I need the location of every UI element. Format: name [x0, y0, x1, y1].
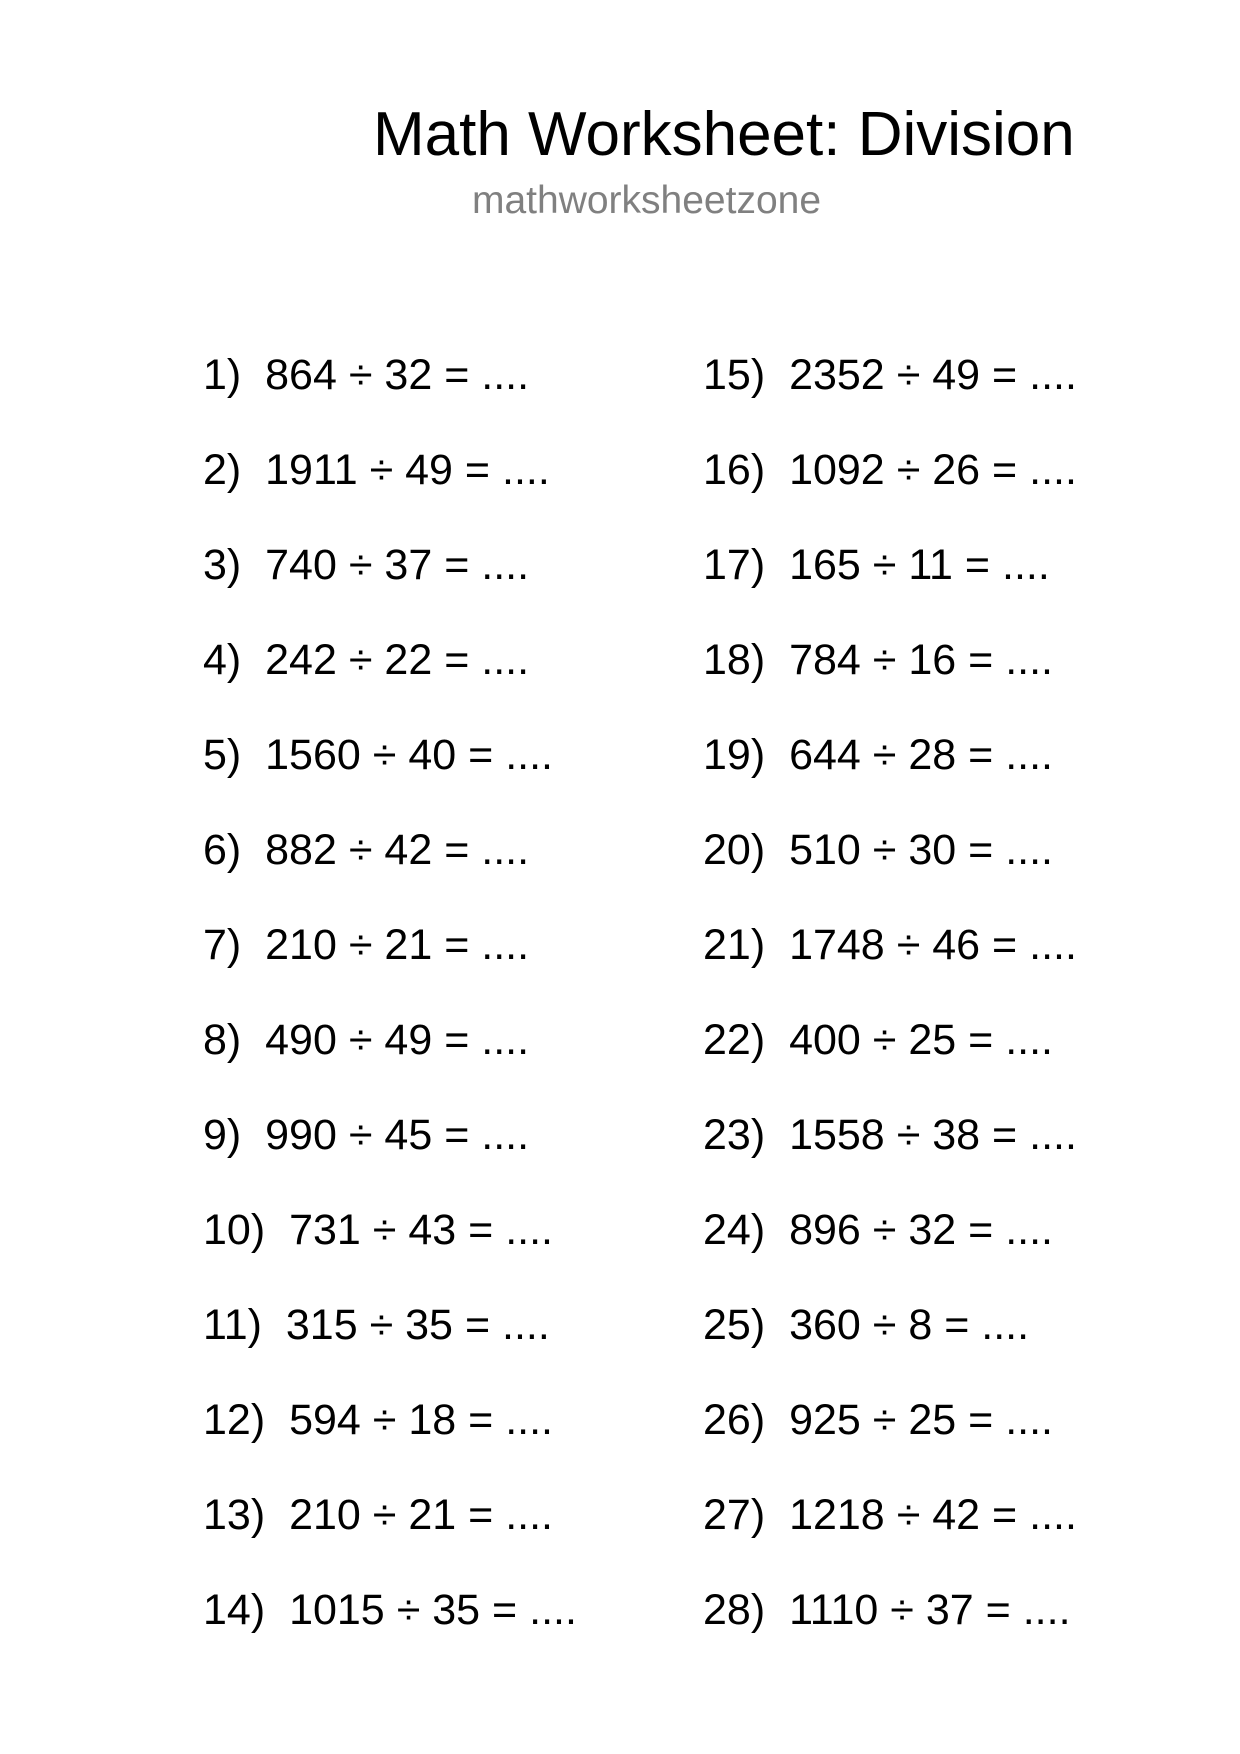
problem-number: 23) — [703, 1111, 766, 1159]
equals-sign: = — [444, 921, 470, 969]
divide-sign: ÷ — [348, 1111, 373, 1159]
answer-blank: .... — [529, 1586, 577, 1634]
problem-column-right — [703, 350, 1077, 1680]
divide-sign: ÷ — [369, 446, 394, 494]
divisor: 18 — [408, 1396, 457, 1444]
answer-blank: .... — [481, 1016, 530, 1064]
answer-blank: .... — [1002, 541, 1050, 589]
divide-sign: ÷ — [872, 1016, 897, 1064]
equals-sign: = — [968, 1016, 994, 1064]
equals-sign: = — [968, 1206, 994, 1254]
equals-sign: = — [444, 541, 470, 589]
answer-blank: .... — [505, 1206, 553, 1254]
site-name: mathworksheetzone — [472, 179, 822, 222]
dividend: 784 — [789, 636, 861, 684]
divisor: 32 — [908, 1206, 957, 1254]
problem-item — [203, 540, 577, 635]
divisor: 16 — [908, 636, 957, 684]
dividend: 360 — [789, 1301, 861, 1349]
answer-blank: .... — [1005, 1206, 1053, 1254]
problem-item — [203, 1015, 577, 1110]
divide-sign: ÷ — [896, 921, 921, 969]
divisor: 49 — [384, 1016, 433, 1064]
problem-number: 17) — [703, 541, 766, 589]
equals-sign: = — [968, 826, 994, 874]
dividend: 1218 — [789, 1491, 885, 1539]
dividend: 864 — [265, 351, 337, 399]
equals-sign: = — [468, 1491, 494, 1539]
problem-number: 22) — [703, 1016, 766, 1064]
divide-sign: ÷ — [372, 1206, 397, 1254]
problem-item — [703, 540, 1077, 635]
problem-number: 16) — [703, 446, 766, 494]
divisor: 42 — [384, 826, 433, 874]
problem-item — [203, 1300, 577, 1395]
problem-number: 15) — [703, 351, 766, 399]
divisor: 43 — [408, 1206, 457, 1254]
answer-blank: .... — [481, 1111, 530, 1159]
dividend: 594 — [289, 1396, 361, 1444]
problem-number: 28) — [703, 1586, 766, 1634]
problem-item — [703, 1300, 1077, 1395]
dividend: 510 — [789, 826, 861, 874]
problem-number: 2) — [203, 446, 242, 494]
equals-sign: = — [444, 351, 470, 399]
equals-sign: = — [992, 446, 1018, 494]
problem-number: 4) — [203, 636, 242, 684]
dividend: 242 — [265, 636, 337, 684]
answer-blank: .... — [505, 1491, 553, 1539]
divide-sign: ÷ — [872, 1301, 897, 1349]
problem-item — [703, 825, 1077, 920]
divisor: 30 — [908, 826, 957, 874]
dividend: 644 — [789, 731, 861, 779]
problem-number: 13) — [203, 1491, 266, 1539]
problem-item — [203, 1395, 577, 1490]
problem-item — [703, 1110, 1077, 1205]
answer-blank: .... — [1005, 826, 1053, 874]
problem-item — [703, 350, 1077, 445]
answer-blank: .... — [481, 351, 530, 399]
divide-sign: ÷ — [348, 636, 373, 684]
answer-blank: .... — [502, 446, 550, 494]
problem-number: 12) — [203, 1396, 266, 1444]
answer-blank: .... — [1029, 1491, 1077, 1539]
problem-number: 9) — [203, 1111, 242, 1159]
problem-column-left — [203, 350, 577, 1680]
divide-sign: ÷ — [872, 541, 897, 589]
divisor: 21 — [384, 921, 433, 969]
divide-sign: ÷ — [372, 1491, 397, 1539]
equals-sign: = — [944, 1301, 970, 1349]
answer-blank: .... — [981, 1301, 1030, 1349]
divisor: 35 — [405, 1301, 453, 1349]
answer-blank: .... — [505, 1396, 553, 1444]
divide-sign: ÷ — [896, 351, 921, 399]
divisor: 21 — [408, 1491, 457, 1539]
divisor: 8 — [908, 1301, 933, 1349]
answer-blank: .... — [1005, 636, 1053, 684]
problem-number: 27) — [703, 1491, 766, 1539]
problem-item — [703, 1015, 1077, 1110]
divisor: 25 — [908, 1016, 957, 1064]
problem-item — [703, 730, 1077, 825]
answer-blank: .... — [1029, 446, 1077, 494]
dividend: 210 — [265, 921, 337, 969]
dividend: 165 — [789, 541, 861, 589]
equals-sign: = — [968, 731, 994, 779]
dividend: 731 — [289, 1206, 361, 1254]
dividend: 400 — [789, 1016, 861, 1064]
divide-sign: ÷ — [348, 921, 373, 969]
answer-blank: .... — [481, 636, 530, 684]
divisor: 25 — [908, 1396, 957, 1444]
problem-item — [203, 920, 577, 1015]
problem-item — [703, 1395, 1077, 1490]
dividend: 925 — [789, 1396, 861, 1444]
divisor: 45 — [384, 1111, 433, 1159]
problem-number: 26) — [703, 1396, 766, 1444]
divide-sign: ÷ — [872, 826, 897, 874]
divisor: 38 — [932, 1111, 981, 1159]
divisor: 46 — [932, 921, 981, 969]
answer-blank: .... — [481, 826, 530, 874]
equals-sign: = — [464, 1301, 491, 1349]
divisor: 35 — [432, 1586, 481, 1634]
dividend: 882 — [265, 826, 337, 874]
dividend: 1560 — [265, 731, 361, 779]
problem-number: 19) — [703, 731, 766, 779]
equals-sign: = — [468, 1396, 494, 1444]
divide-sign: ÷ — [890, 1586, 914, 1634]
dividend: 990 — [265, 1111, 337, 1159]
problem-item — [703, 635, 1077, 730]
divide-sign: ÷ — [348, 826, 373, 874]
divisor: 42 — [932, 1491, 981, 1539]
answer-blank: .... — [505, 731, 553, 779]
problem-item — [203, 730, 577, 825]
problem-number: 18) — [703, 636, 766, 684]
divide-sign: ÷ — [872, 1206, 897, 1254]
answer-blank: .... — [481, 541, 530, 589]
divisor: 37 — [384, 541, 433, 589]
divide-sign: ÷ — [348, 541, 373, 589]
equals-sign: = — [444, 1111, 470, 1159]
divisor: 28 — [908, 731, 957, 779]
equals-sign: = — [992, 1111, 1018, 1159]
divisor: 40 — [408, 731, 457, 779]
problem-item — [203, 1490, 577, 1585]
problem-number: 11) — [203, 1301, 262, 1349]
equals-sign: = — [444, 826, 470, 874]
answer-blank: .... — [1005, 1396, 1053, 1444]
equals-sign: = — [968, 1396, 994, 1444]
equals-sign: = — [992, 921, 1018, 969]
dividend: 1110 — [789, 1586, 879, 1634]
divisor: 32 — [384, 351, 433, 399]
divide-sign: ÷ — [872, 731, 897, 779]
divide-sign: ÷ — [396, 1586, 421, 1634]
divisor: 49 — [932, 351, 981, 399]
equals-sign: = — [992, 351, 1018, 399]
problem-number: 10) — [203, 1206, 266, 1254]
problem-number: 21) — [703, 921, 766, 969]
divide-sign: ÷ — [872, 1396, 897, 1444]
problem-item — [203, 1110, 577, 1205]
dividend: 490 — [265, 1016, 337, 1064]
page-title: Math Worksheet: Division — [373, 100, 1075, 169]
problem-number: 6) — [203, 826, 242, 874]
problem-item — [703, 1205, 1077, 1300]
divide-sign: ÷ — [896, 1491, 921, 1539]
divide-sign: ÷ — [372, 1396, 397, 1444]
equals-sign: = — [964, 541, 991, 589]
dividend: 896 — [789, 1206, 861, 1254]
answer-blank: .... — [1029, 1111, 1077, 1159]
problem-number: 1) — [203, 351, 242, 399]
divisor: 22 — [384, 636, 433, 684]
divisor: 49 — [405, 446, 453, 494]
equals-sign: = — [464, 446, 491, 494]
equals-sign: = — [444, 1016, 470, 1064]
dividend: 2352 — [789, 351, 885, 399]
divide-sign: ÷ — [896, 1111, 921, 1159]
equals-sign: = — [985, 1586, 1011, 1634]
answer-blank: .... — [1022, 1586, 1071, 1634]
dividend: 1748 — [789, 921, 885, 969]
answer-blank: .... — [1029, 351, 1077, 399]
equals-sign: = — [992, 1491, 1018, 1539]
problem-item — [203, 1585, 577, 1680]
equals-sign: = — [492, 1586, 518, 1634]
divide-sign: ÷ — [896, 446, 921, 494]
problem-item — [203, 445, 577, 540]
dividend: 1092 — [789, 446, 885, 494]
dividend: 740 — [265, 541, 337, 589]
problem-number: 8) — [203, 1016, 242, 1064]
dividend: 1911 — [265, 446, 358, 494]
answer-blank: .... — [481, 921, 530, 969]
divide-sign: ÷ — [348, 1016, 373, 1064]
problem-number: 20) — [703, 826, 766, 874]
answer-blank: .... — [1029, 921, 1077, 969]
problem-item — [203, 825, 577, 920]
problem-item — [203, 350, 577, 445]
divisor: 11 — [908, 541, 953, 589]
problem-number: 5) — [203, 731, 242, 779]
divisor: 37 — [925, 1586, 974, 1634]
equals-sign: = — [468, 731, 494, 779]
dividend: 1015 — [289, 1586, 385, 1634]
problem-item — [703, 1490, 1077, 1585]
problem-item — [203, 635, 577, 730]
problem-number: 7) — [203, 921, 242, 969]
answer-blank: .... — [1005, 1016, 1053, 1064]
problem-item — [203, 1205, 577, 1300]
dividend: 315 — [285, 1301, 358, 1349]
divide-sign: ÷ — [348, 351, 373, 399]
problem-item — [703, 920, 1077, 1015]
equals-sign: = — [968, 636, 994, 684]
divide-sign: ÷ — [369, 1301, 394, 1349]
divide-sign: ÷ — [372, 731, 397, 779]
problem-number: 24) — [703, 1206, 766, 1254]
problem-item — [703, 1585, 1077, 1680]
answer-blank: .... — [502, 1301, 550, 1349]
dividend: 1558 — [789, 1111, 885, 1159]
equals-sign: = — [444, 636, 470, 684]
dividend: 210 — [289, 1491, 361, 1539]
answer-blank: .... — [1005, 731, 1053, 779]
divide-sign: ÷ — [872, 636, 897, 684]
problem-item — [703, 445, 1077, 540]
equals-sign: = — [468, 1206, 494, 1254]
problem-number: 3) — [203, 541, 242, 589]
divisor: 26 — [932, 446, 981, 494]
problem-number: 25) — [703, 1301, 766, 1349]
problem-number: 14) — [203, 1586, 266, 1634]
